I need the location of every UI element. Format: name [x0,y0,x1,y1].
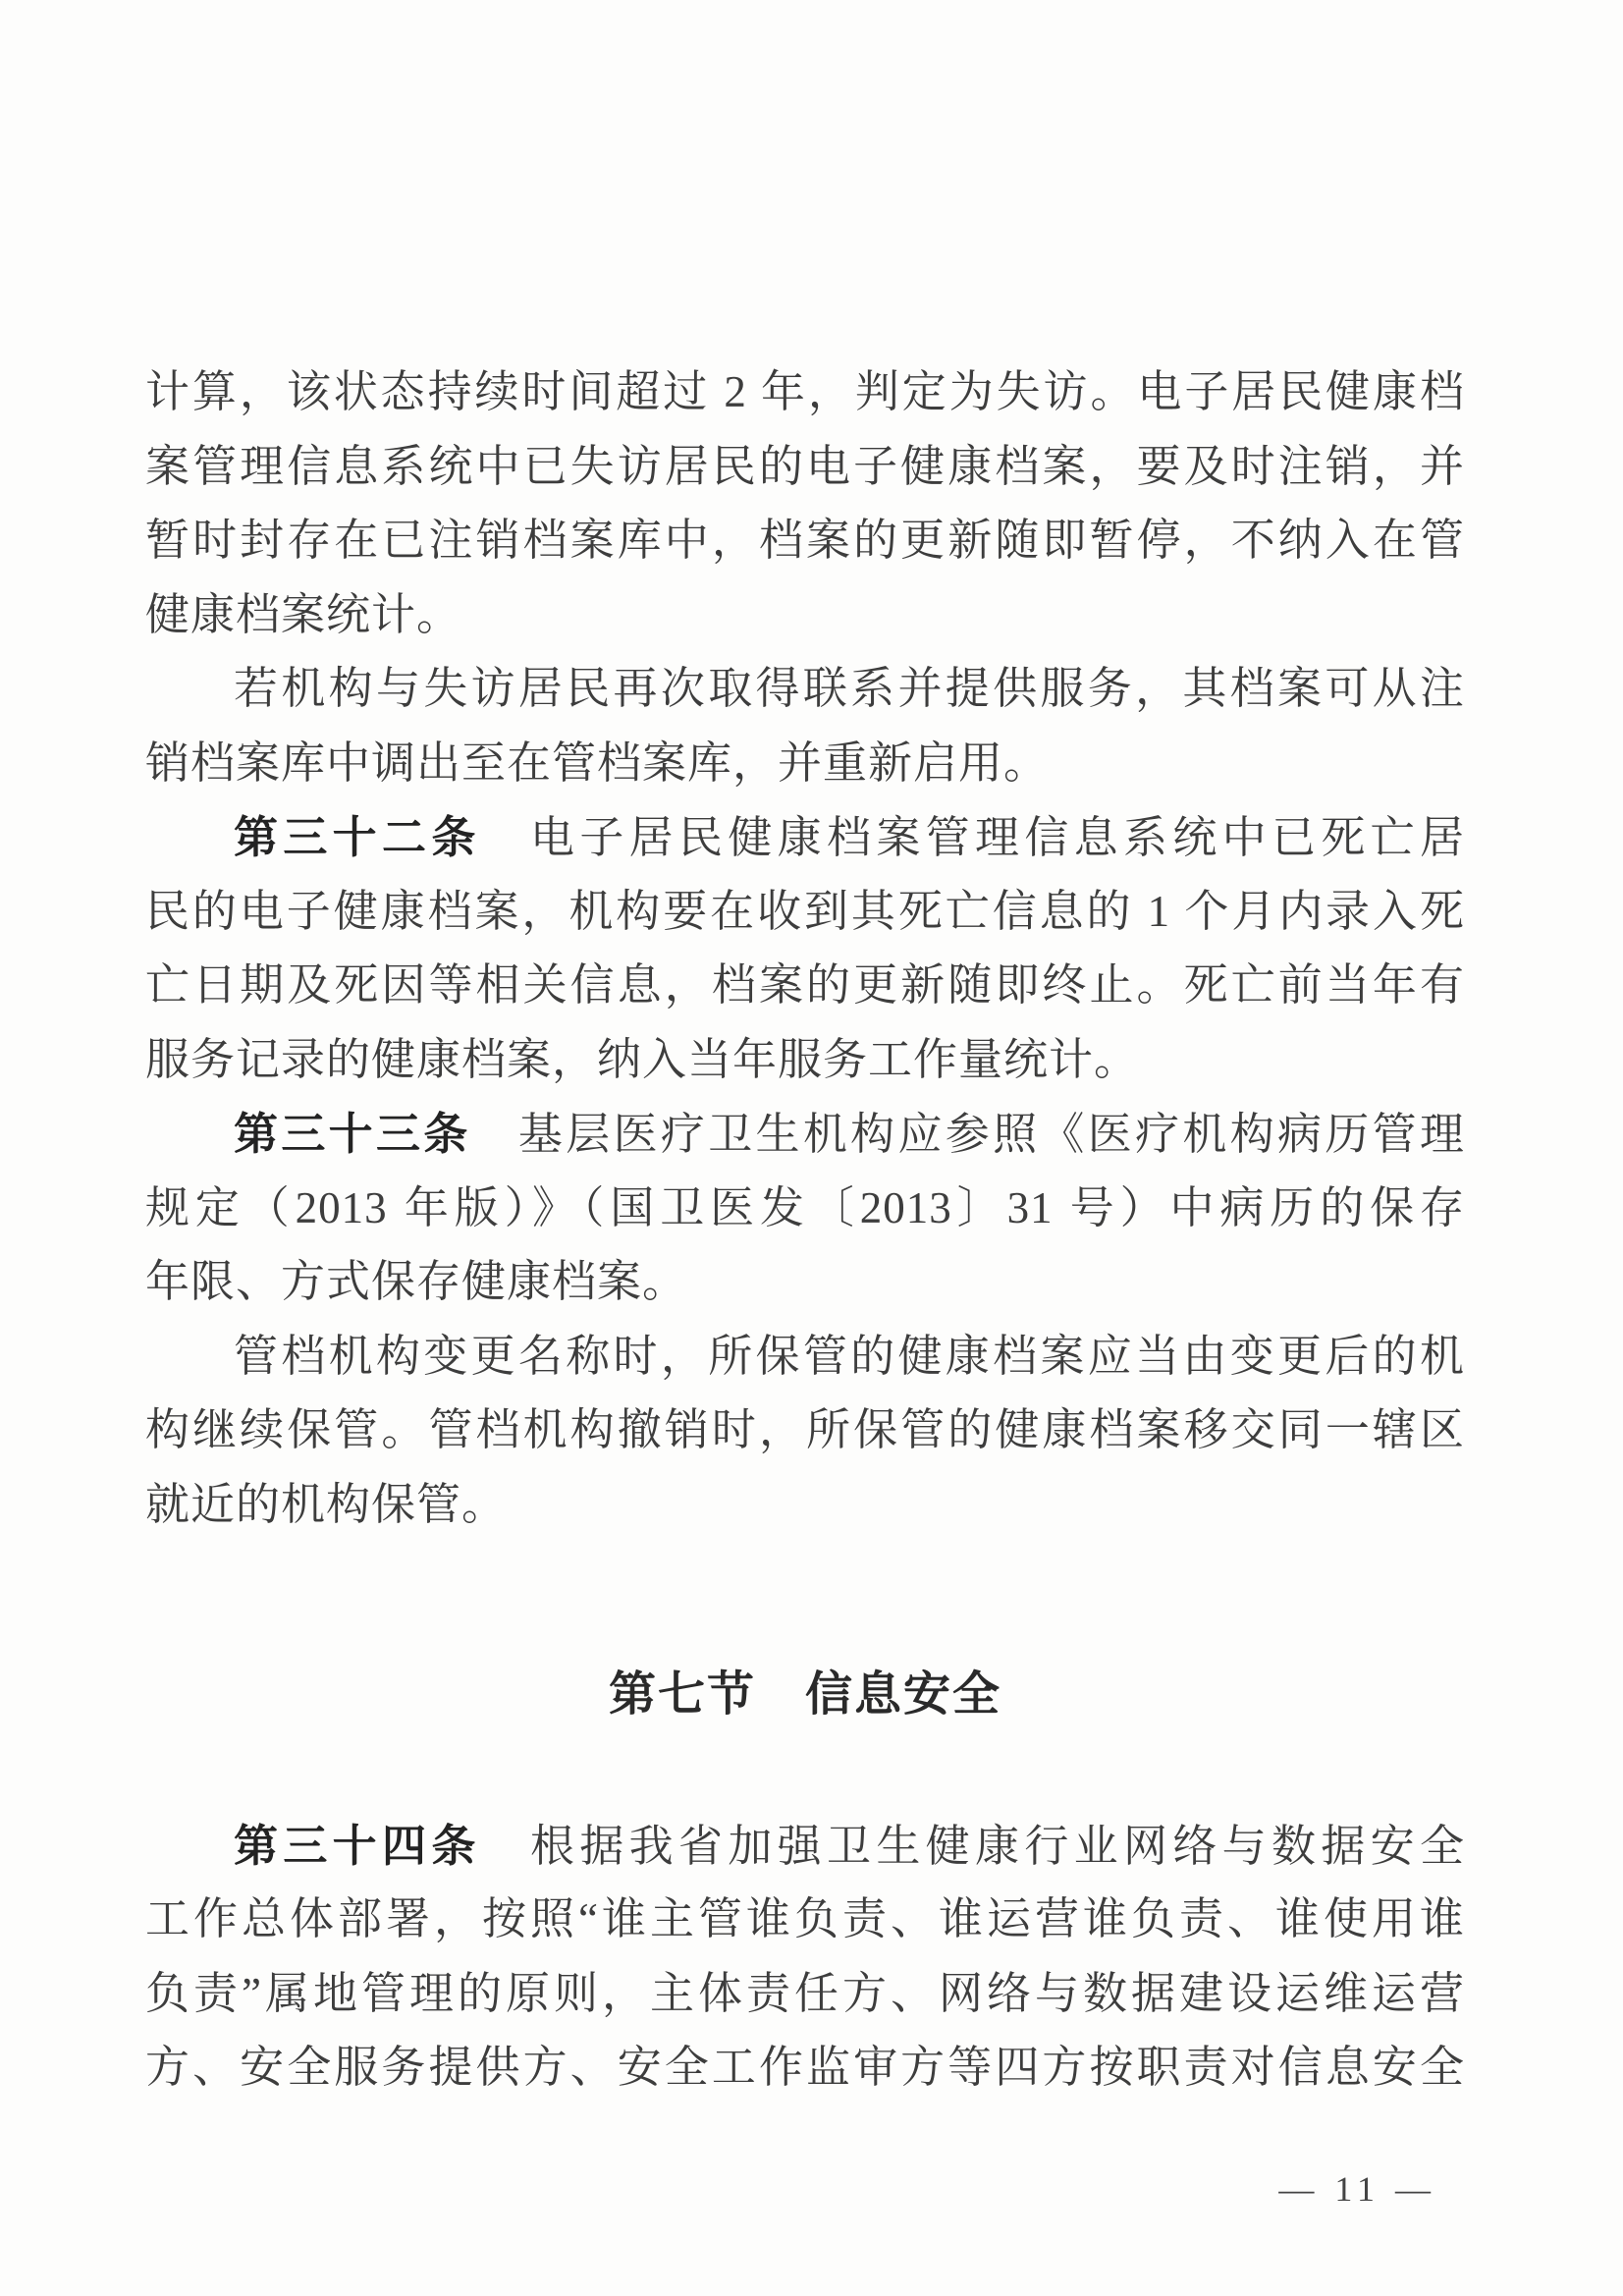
text-run: 计算，该状态持续时间超过 2 年，判定为失访。电子居民健康档 [145,367,1465,416]
text-line [145,1883,1465,1957]
text-line [145,1809,1465,1884]
text-line [145,355,1465,430]
text-line [145,1394,1465,1468]
article-number: 第三十四条 [234,1820,481,1871]
text-line [145,875,1465,950]
page-number: — 11 — [1278,2169,1436,2209]
text-line [145,1245,1465,1320]
text-run: 构继续保管。管档机构撤销时，所保管的健康档案移交同一辖区 [145,1405,1465,1454]
article-number: 第三十二条 [234,812,481,862]
text-run: 根据我省加强卫生健康行业网络与数据安全 [480,1821,1465,1871]
text-line [145,2031,1465,2105]
text-line [145,430,1465,505]
text-run: 第七节 信息安全 [608,1668,1001,1721]
text-run: 基层医疗卫生机构应参照《医疗机构病历管理 [470,1110,1465,1159]
text-run: 健康档案统计。 [145,589,462,639]
text-run: 亡日期及死因等相关信息，档案的更新随即终止。死亡前当年有 [145,960,1465,1010]
text-line [145,800,1465,875]
text-run: 规定（2013 年版）》（国卫医发〔2013〕31 号）中病历的保存 [145,1182,1465,1232]
text-run: 电子居民健康档案管理信息系统中已死亡居 [480,813,1465,862]
text-run: 案管理信息系统中已失访居民的电子健康档案，要及时注销，并 [145,441,1465,491]
text-line [145,1097,1465,1172]
text-run: 民的电子健康档案，机构要在收到其死亡信息的 1 个月内录入死 [145,886,1465,936]
text-line [145,1320,1465,1394]
text-line [145,578,1465,653]
text-line [145,652,1465,727]
section-heading [145,1658,1465,1732]
text-line [145,1468,1465,1543]
text-run: 工作总体部署，按照“谁主管谁负责、谁运营谁负责、谁使用谁 [145,1894,1465,1943]
text-line [145,1172,1465,1246]
text-run: 年限、方式保存健康档案。 [145,1257,688,1306]
text-run: 暂时封存在已注销档案库中，档案的更新随即暂停，不纳入在管 [145,516,1465,565]
text-line [145,1957,1465,2032]
text-run: 管档机构变更名称时，所保管的健康档案应当由变更后的机 [234,1331,1465,1381]
text-run: 销档案库中调出至在管档案库，并重新启用。 [145,738,1050,788]
text-line [145,1023,1465,1098]
text-line [145,504,1465,578]
text-run: 若机构与失访居民再次取得联系并提供服务，其档案可从注 [234,664,1465,713]
document-body [145,0,1465,2105]
text-line [145,949,1465,1023]
article-number: 第三十三条 [234,1109,471,1159]
text-run: 负责”属地管理的原则，主体责任方、网络与数据建设运维运营 [145,1968,1465,2018]
text-run: 服务记录的健康档案，纳入当年服务工作量统计。 [145,1034,1140,1084]
text-line [145,727,1465,801]
text-run: 方、安全服务提供方、安全工作监审方等四方按职责对信息安全 [145,2043,1465,2092]
text-run: 就近的机构保管。 [145,1479,508,1529]
